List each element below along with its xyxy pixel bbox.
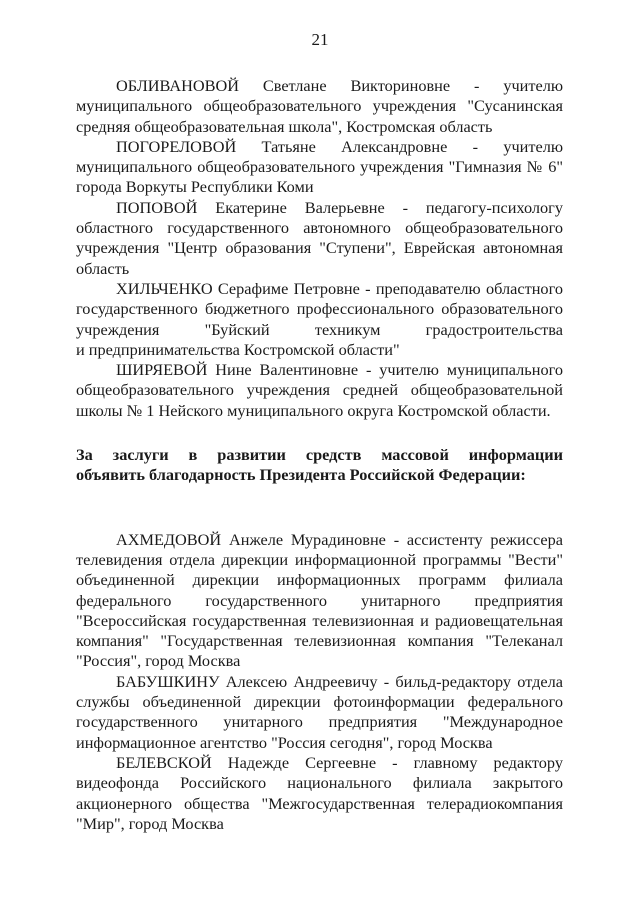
entry-line: города Воркуты Республики Коми (76, 177, 314, 197)
heading-line: За заслуги в развитии средств массовой информации (76, 445, 563, 465)
entry-line: ОБЛИВАНОВОЙ Светлане Викториновне - учителю (116, 76, 563, 95)
entry-line: БАБУШКИНУ Алексею Андреевичу - бильд-редактору отдела (116, 671, 563, 691)
entry-line: государственного унитарного предприятия "Международное (76, 712, 563, 732)
entry-line: ПОПОВОЙ Екатерине Валерьевне - педагогу-психологу (116, 197, 563, 217)
entry-line: общеобразовательного учреждения средней общеобразовательной (76, 380, 563, 400)
award-entry-pogorelova (76, 137, 563, 198)
entry-line: ПОГОРЕЛОВОЙ Татьяне Александровне - учителю (116, 136, 563, 156)
spacer (76, 486, 563, 530)
entry-line: ШИРЯЕВОЙ Нине Валентиновне - учителю муниципального (116, 360, 563, 380)
award-entry-belevskaya (76, 753, 563, 834)
heading-line: объявить благодарность Президента Российской Федерации: (76, 465, 526, 485)
award-entry-khilchenko (76, 279, 563, 360)
award-entry-shiryaeva (76, 360, 563, 421)
entry-line: муниципального общеобразовательного учреждения "Сусанинская (76, 96, 563, 116)
entry-line: школы № 1 Нейского муниципального округа Костромской области. (76, 400, 551, 420)
entry-line: видеофонда Российского национального филиала закрытого (76, 773, 563, 793)
entry-line: государственного бюджетного профессионального образовательного (76, 299, 563, 319)
entry-line: информационное агентство "Россия сегодня", город Москва (76, 732, 493, 752)
entry-line: муниципального общеобразовательного учреждения "Гимназия № 6" (76, 157, 563, 177)
page-number: 21 (311, 30, 329, 49)
entry-line: АХМЕДОВОЙ Анжеле Мурадиновне - ассистенту режиссера (116, 529, 563, 549)
entry-line: учреждения "Буйский техникум градостроительства (76, 319, 563, 339)
entry-line: акционерного общества "Межгосударственная телерадиокомпания (76, 793, 563, 813)
award-entry-akhmedova (76, 530, 563, 672)
entry-line: БЕЛЕВСКОЙ Надежде Сергеевне - главному редактору (116, 752, 563, 772)
entry-line: "Россия", город Москва (76, 651, 241, 671)
section-heading (76, 445, 563, 486)
entry-line: "Всероссийская государственная телевизионная и радиовещательная (76, 610, 563, 630)
document-body (76, 76, 563, 834)
award-entry-oblivanova (76, 76, 563, 137)
entry-line: средняя общеобразовательная школа", Костромская область (76, 116, 493, 136)
entry-line: и предпринимательства Костромской области" (76, 339, 400, 359)
entry-line: службы объединенной дирекции фотоинформации федерального (76, 692, 563, 712)
entry-line: ХИЛЬЧЕНКО Серафиме Петровне - преподавателю областного (116, 278, 563, 298)
entry-line: учреждения "Центр образования "Ступени", Еврейская автономная (76, 238, 563, 258)
entry-line: компания" "Государственная телевизионная компания "Телеканал (76, 631, 563, 651)
entry-line: федерального государственного унитарного предприятия (76, 590, 563, 610)
entry-line: "Мир", город Москва (76, 813, 224, 833)
award-entry-popova (76, 198, 563, 279)
entry-line: областного государственного автономного общеобразовательного (76, 218, 563, 238)
entry-line: объединенной дирекции информационных программ филиала (76, 570, 563, 590)
entry-line: область (76, 258, 130, 278)
entry-line: телевидения отдела дирекции информационной программы "Вести" (76, 549, 563, 569)
spacer (76, 421, 563, 445)
award-entry-babushkin (76, 672, 563, 753)
